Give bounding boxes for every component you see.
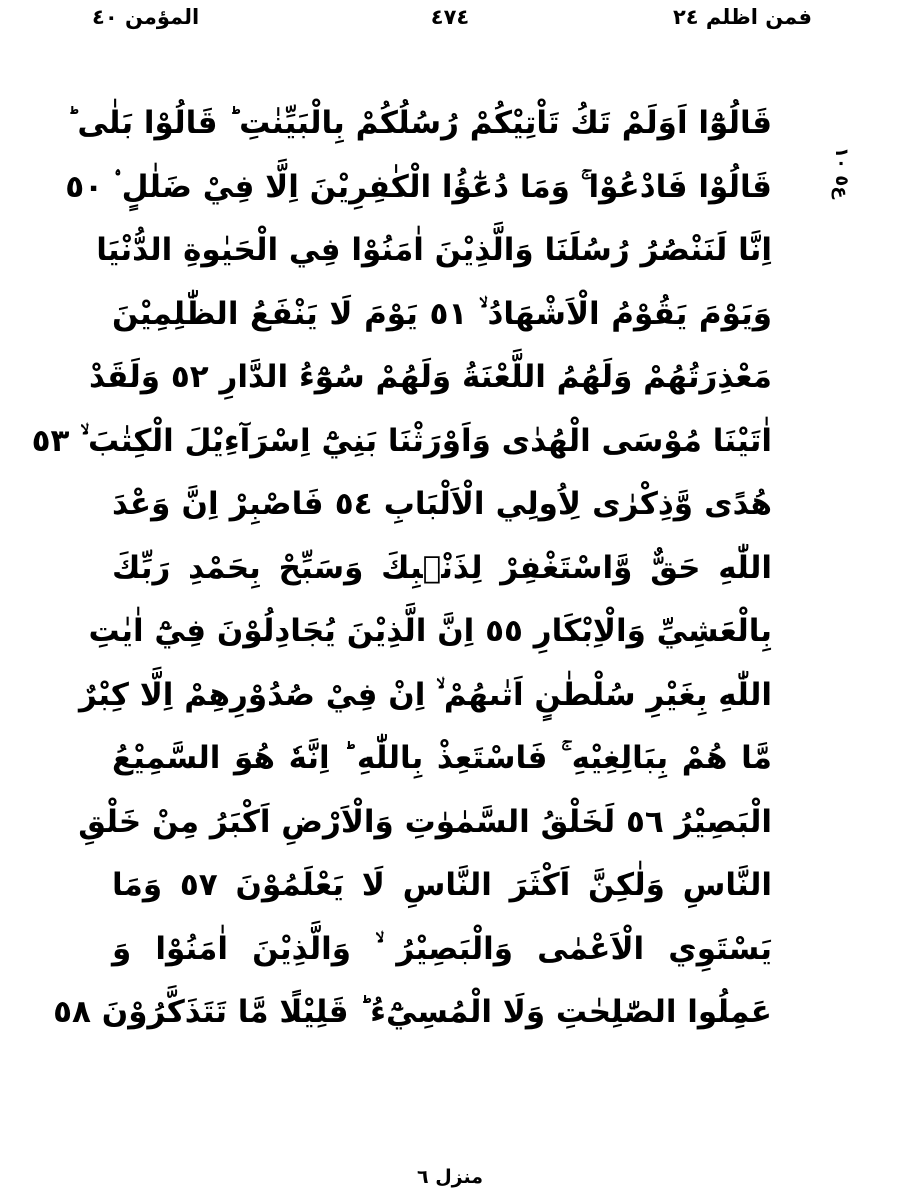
verse-line: اللّٰهِ بِغَيْرِ سُلْطٰنٍ اَتٰىهُمْ ۙ اِنْ فِيْ صُدُوْرِهِمْ اِلَّا كِبْرٌ xyxy=(78,676,772,713)
verse-line: قَالُوْٓا اَوَلَمْ تَكُ تَاْتِيْكُمْ رُسُلُكُمْ بِالْبَيِّنٰتِ ؕ قَالُوْا بَلٰى ؕ xyxy=(66,105,772,141)
manzil-label: منزل ٦ xyxy=(416,1166,484,1188)
verse-line: قَالُوْا فَادْعُوْا ۚ وَمَا دُعٰٓؤُا الْكٰفِرِيْنَ اِلَّا فِيْ ضَلٰلٍ ۟ ٥٠ xyxy=(65,168,772,205)
page-number: ٤٧٤ xyxy=(430,5,470,29)
verse-line: مَعْذِرَتُهُمْ وَلَهُمُ اللَّعْنَةُ وَلَهُمْ سُوْٓءُ الدَّارِ ٥٢ وَلَقَدْ xyxy=(88,359,772,395)
verse-line: النَّاسِ وَلٰكِنَّ اَكْثَرَ النَّاسِ لَا يَعْلَمُوْنَ ٥٧ وَمَا xyxy=(112,867,772,903)
page-footer xyxy=(0,1162,900,1196)
verse-line: بِالْعَشِيِّ وَالْاِبْكَارِ ٥٥ اِنَّ الَّذِيْنَ يُجَادِلُوْنَ فِيْٓ اٰيٰتِ xyxy=(88,613,772,649)
verse-text-block xyxy=(31,92,772,1045)
verse-line: اِنَّا لَنَنْصُرُ رُسُلَنَا وَالَّذِيْنَ اٰمَنُوْا فِي الْحَيٰوةِ الدُّنْيَا xyxy=(96,232,772,268)
juz-title: فمن اظلم ٢٤ xyxy=(672,5,812,29)
verse-line: وَيَوْمَ يَقُوْمُ الْاَشْهَادُ ۙ ٥١ يَوْمَ لَا يَنْفَعُ الظّٰلِمِيْنَ xyxy=(112,295,772,332)
verse-line: يَسْتَوِي الْاَعْمٰى وَالْبَصِيْرُ ۙ وَالَّذِيْنَ اٰمَنُوْا وَ xyxy=(112,930,772,967)
verse-line: عَمِلُوا الصّٰلِحٰتِ وَلَا الْمُسِيْٓءُ ؕ قَلِيْلًا مَّا تَتَذَكَّرُوْنَ ٥٨ xyxy=(53,994,772,1030)
verse-line: اللّٰهِ حَقٌّ وَّاسْتَغْفِرْ لِذَنْۢبِكَ وَسَبِّحْ بِحَمْدِ رَبِّكَ xyxy=(112,549,772,586)
ruku-marker: ع٥ ١٠ xyxy=(831,147,852,199)
verse-line: هُدًى وَّذِكْرٰى لِاُولِي الْاَلْبَابِ ٥٤ فَاصْبِرْ اِنَّ وَعْدَ xyxy=(112,486,772,522)
page-header xyxy=(0,0,900,40)
verse-line: الْبَصِيْرُ ٥٦ لَخَلْقُ السَّمٰوٰتِ وَالْاَرْضِ اَكْبَرُ مِنْ خَلْقِ xyxy=(78,803,772,840)
surah-title: المؤمن ٤٠ xyxy=(92,5,200,29)
verse-line: اٰتَيْنَا مُوْسَى الْهُدٰى وَاَوْرَثْنَا بَنِيْٓ اِسْرَآءِيْلَ الْكِتٰبَ ۙ ٥٣ xyxy=(31,422,772,459)
verse-line: مَّا هُمْ بِبَالِغِيْهِ ۚ فَاسْتَعِذْ بِاللّٰهِ ؕ اِنَّهٗ هُوَ السَّمِيْعُ xyxy=(112,740,772,776)
